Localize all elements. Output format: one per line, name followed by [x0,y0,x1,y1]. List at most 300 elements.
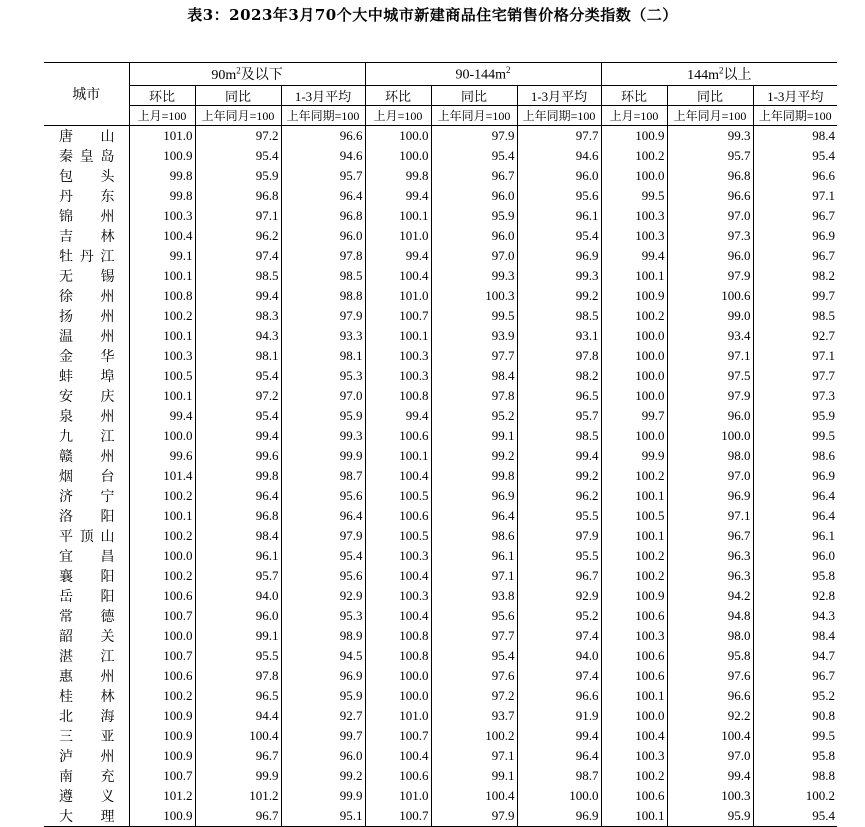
index-cell: 100.6 [365,766,431,786]
index-cell: 100.9 [601,286,667,306]
index-cell: 100.3 [365,546,431,566]
index-cell: 96.4 [431,506,517,526]
index-cell: 98.8 [281,286,365,306]
index-cell: 100.7 [365,806,431,827]
group-header-medium: $90-144m^2$ [365,63,601,86]
index-cell: 97.2 [195,126,281,147]
index-cell: 99.5 [431,306,517,326]
table-row [44,526,837,546]
index-cell: 100.2 [601,146,667,166]
index-cell: 96.2 [195,226,281,246]
city-name: 牡丹江 [59,250,115,265]
index-cell: 99.9 [281,786,365,806]
index-cell: 95.9 [195,166,281,186]
index-cell: 99.8 [431,466,517,486]
index-cell: 96.7 [753,206,837,226]
index-cell: 100.1 [601,526,667,546]
index-cell: 99.4 [365,246,431,266]
index-cell: 96.9 [517,806,601,827]
index-cell: 94.5 [281,646,365,666]
index-cell: 100.6 [667,286,753,306]
index-cell: 97.2 [431,686,517,706]
table-row [44,306,837,326]
index-cell: 94.0 [195,586,281,606]
index-cell: 95.5 [195,646,281,666]
index-cell: 98.7 [517,766,601,786]
city-name: 无锡 [59,270,115,285]
city-column-header: 城市 [44,63,129,126]
index-cell: 99.4 [365,186,431,206]
index-cell: 100.3 [129,206,195,226]
index-cell: 100.9 [129,806,195,827]
index-cell: 96.7 [667,526,753,546]
index-cell: 100.3 [365,366,431,386]
index-cell: 94.7 [753,646,837,666]
index-cell: 100.2 [601,566,667,586]
index-cell: 100.0 [129,626,195,646]
city-name: 唐山 [59,130,115,145]
index-cell: 99.3 [281,426,365,446]
index-cell: 100.1 [601,486,667,506]
sub-header: 同比 [431,86,517,106]
table-row [44,726,837,746]
index-cell: 99.4 [129,406,195,426]
index-cell: 99.6 [129,446,195,466]
index-cell: 98.6 [431,526,517,546]
index-cell: 99.8 [365,166,431,186]
index-cell: 98.5 [517,306,601,326]
city-name: 北海 [59,710,115,725]
index-cell: 99.5 [753,426,837,446]
index-cell: 96.1 [195,546,281,566]
index-cell: 100.6 [601,646,667,666]
index-cell: 100.1 [365,326,431,346]
base-header: 上年同月=100 [431,106,517,126]
index-cell: 96.8 [281,206,365,226]
table-row [44,246,837,266]
table-row [44,706,837,726]
table-row [44,746,837,766]
index-cell: 96.6 [753,166,837,186]
city-name: 蚌埠 [59,370,115,385]
index-cell: 99.1 [431,766,517,786]
base-header: 上年同月=100 [195,106,281,126]
index-cell: 95.2 [753,686,837,706]
index-cell: 100.9 [129,706,195,726]
index-cell: 95.2 [517,606,601,626]
index-cell: 92.7 [281,706,365,726]
index-cell: 99.0 [667,306,753,326]
index-cell: 97.4 [195,246,281,266]
index-cell: 100.3 [601,206,667,226]
index-cell: 97.9 [281,526,365,546]
city-name: 大理 [59,810,115,825]
index-cell: 96.0 [667,246,753,266]
index-cell: 94.0 [517,646,601,666]
index-cell: 97.0 [281,386,365,406]
index-cell: 97.1 [667,506,753,526]
index-cell: 96.4 [281,506,365,526]
sub-header: 同比 [195,86,281,106]
index-cell: 97.9 [431,126,517,147]
sub-header: 1-3月平均 [517,86,601,106]
index-cell: 96.8 [667,166,753,186]
index-cell: 98.4 [195,526,281,546]
index-cell: 96.0 [281,746,365,766]
index-cell: 97.5 [667,366,753,386]
index-cell: 96.0 [281,226,365,246]
index-cell: 100.7 [129,766,195,786]
table-row [44,206,837,226]
index-cell: 100.2 [601,546,667,566]
index-cell: 92.2 [667,706,753,726]
index-cell: 100.0 [129,426,195,446]
index-cell: 97.4 [517,666,601,686]
index-cell: 96.7 [753,666,837,686]
table-row [44,386,837,406]
index-cell: 99.7 [281,726,365,746]
table-title: 表3：2023年3月70个大中城市新建商品住宅销售价格分类指数（二） [187,6,678,24]
city-name: 遵义 [59,790,115,805]
index-cell: 97.8 [517,346,601,366]
index-cell: 95.2 [431,406,517,426]
index-cell: 95.4 [753,146,837,166]
index-cell: 93.7 [431,706,517,726]
index-cell: 96.4 [753,506,837,526]
index-cell: 99.4 [517,446,601,466]
sub-header: 1-3月平均 [753,86,837,106]
index-cell: 99.1 [129,246,195,266]
city-name: 金华 [59,350,115,365]
index-cell: 100.7 [129,646,195,666]
index-cell: 101.0 [365,286,431,306]
index-cell: 95.6 [431,606,517,626]
index-cell: 95.8 [753,566,837,586]
index-cell: 98.5 [281,266,365,286]
index-cell: 98.5 [195,266,281,286]
index-cell: 100.6 [601,786,667,806]
index-cell: 95.3 [281,366,365,386]
index-cell: 97.8 [281,246,365,266]
index-cell: 99.4 [195,426,281,446]
index-cell: 97.1 [667,346,753,366]
index-cell: 99.4 [601,246,667,266]
index-cell: 95.5 [517,546,601,566]
index-cell: 97.0 [667,206,753,226]
table-row [44,226,837,246]
table-row [44,266,837,286]
index-cell: 97.1 [753,186,837,206]
index-cell: 100.3 [129,346,195,366]
index-cell: 97.7 [753,366,837,386]
index-cell: 100.3 [601,746,667,766]
index-cell: 99.2 [517,466,601,486]
table-row [44,466,837,486]
index-cell: 100.7 [365,726,431,746]
index-cell: 100.5 [129,366,195,386]
base-header: 上年同期=100 [753,106,837,126]
index-cell: 98.0 [667,626,753,646]
index-cell: 99.2 [431,446,517,466]
index-cell: 100.4 [195,726,281,746]
index-cell: 96.0 [195,606,281,626]
city-name: 吉林 [59,230,115,245]
index-cell: 96.9 [431,486,517,506]
index-cell: 100.1 [601,806,667,827]
index-cell: 99.1 [195,626,281,646]
table-row [44,186,837,206]
city-name: 扬州 [59,310,115,325]
index-cell: 96.5 [517,386,601,406]
index-cell: 97.3 [753,386,837,406]
index-cell: 99.4 [195,286,281,306]
index-cell: 96.0 [431,226,517,246]
index-cell: 100.0 [365,146,431,166]
index-cell: 96.9 [753,226,837,246]
index-cell: 96.7 [195,746,281,766]
index-cell: 100.1 [601,686,667,706]
table-row [44,606,837,626]
index-cell: 97.9 [431,806,517,827]
index-cell: 100.2 [431,726,517,746]
index-cell: 100.0 [601,386,667,406]
index-cell: 97.0 [667,466,753,486]
index-cell: 98.1 [195,346,281,366]
index-cell: 96.7 [517,566,601,586]
index-cell: 94.3 [753,606,837,626]
index-cell: 100.0 [365,666,431,686]
index-cell: 96.6 [517,686,601,706]
city-name: 常德 [59,610,115,625]
index-cell: 98.6 [753,446,837,466]
index-cell: 100.0 [601,346,667,366]
index-cell: 99.8 [195,466,281,486]
index-cell: 98.4 [753,126,837,147]
index-cell: 97.1 [753,346,837,366]
index-cell: 96.8 [195,506,281,526]
index-cell: 100.9 [129,746,195,766]
base-header: 上月=100 [365,106,431,126]
index-cell: 100.9 [601,126,667,147]
city-name: 九江 [59,430,115,445]
index-cell: 95.7 [281,166,365,186]
index-cell: 98.2 [753,266,837,286]
index-cell: 95.6 [517,186,601,206]
city-name: 桂林 [59,690,115,705]
index-cell: 100.6 [601,606,667,626]
index-cell: 95.6 [281,566,365,586]
table-row [44,286,837,306]
index-cell: 100.3 [431,286,517,306]
index-cell: 96.4 [517,746,601,766]
index-cell: 96.1 [517,206,601,226]
index-cell: 96.9 [667,486,753,506]
index-cell: 100.5 [601,506,667,526]
index-cell: 97.8 [431,386,517,406]
index-cell: 95.4 [281,546,365,566]
group-header-small: $90m^2$及以下 [129,63,365,86]
group-header-large: $144m^2$以上 [601,63,837,86]
index-cell: 98.3 [195,306,281,326]
index-cell: 96.9 [753,466,837,486]
index-cell: 100.6 [129,586,195,606]
index-cell: 98.5 [517,426,601,446]
index-cell: 92.8 [753,586,837,606]
index-cell: 100.5 [365,526,431,546]
index-cell: 99.2 [281,766,365,786]
index-cell: 95.7 [517,406,601,426]
index-cell: 100.2 [129,306,195,326]
index-cell: 99.8 [129,186,195,206]
index-cell: 95.9 [753,406,837,426]
index-cell: 93.8 [431,586,517,606]
index-cell: 100.0 [601,166,667,186]
index-cell: 100.0 [601,366,667,386]
base-header: 上年同期=100 [517,106,601,126]
index-cell: 100.1 [129,326,195,346]
index-cell: 96.0 [667,406,753,426]
table-row [44,426,837,446]
index-cell: 96.8 [195,186,281,206]
index-cell: 100.3 [365,346,431,366]
index-cell: 100.2 [129,686,195,706]
index-cell: 100.1 [129,506,195,526]
index-cell: 97.9 [667,266,753,286]
table-row [44,406,837,426]
index-cell: 97.9 [281,306,365,326]
index-cell: 96.7 [753,246,837,266]
index-cell: 96.4 [195,486,281,506]
index-cell: 99.6 [195,446,281,466]
index-cell: 96.6 [667,686,753,706]
index-cell: 92.7 [753,326,837,346]
table-row [44,566,837,586]
index-cell: 100.4 [365,746,431,766]
index-cell: 96.4 [281,186,365,206]
index-cell: 100.1 [365,206,431,226]
index-cell: 100.4 [365,606,431,626]
index-cell: 96.4 [753,486,837,506]
index-cell: 100.4 [667,726,753,746]
city-name: 赣州 [59,450,115,465]
index-cell: 94.6 [517,146,601,166]
base-header: 上年同月=100 [667,106,753,126]
index-cell: 95.1 [281,806,365,827]
index-cell: 98.8 [753,766,837,786]
index-cell: 97.0 [667,746,753,766]
index-cell: 94.4 [195,706,281,726]
table-row [44,486,837,506]
index-cell: 96.0 [431,186,517,206]
index-cell: 99.9 [195,766,281,786]
table-row [44,366,837,386]
index-cell: 98.1 [281,346,365,366]
city-name: 惠州 [59,670,115,685]
index-cell: 95.4 [431,146,517,166]
index-cell: 95.4 [753,806,837,827]
index-cell: 95.4 [195,146,281,166]
index-cell: 100.2 [129,526,195,546]
index-cell: 100.2 [753,786,837,806]
table-row [44,346,837,366]
index-cell: 100.2 [601,466,667,486]
city-name: 洛阳 [59,510,115,525]
base-header: 上月=100 [601,106,667,126]
table-row [44,686,837,706]
index-cell: 100.4 [601,726,667,746]
index-cell: 98.0 [667,446,753,466]
index-cell: 100.0 [517,786,601,806]
index-cell: 100.0 [667,426,753,446]
index-cell: 95.4 [195,406,281,426]
index-cell: 99.4 [365,406,431,426]
index-cell: 99.3 [517,266,601,286]
index-cell: 96.7 [431,166,517,186]
index-cell: 99.7 [601,406,667,426]
index-cell: 97.1 [431,566,517,586]
index-cell: 96.2 [517,486,601,506]
index-cell: 99.9 [281,446,365,466]
index-cell: 100.5 [365,486,431,506]
index-cell: 101.2 [195,786,281,806]
city-name: 安庆 [59,390,115,405]
table-row [44,446,837,466]
index-cell: 100.6 [365,506,431,526]
index-cell: 100.2 [129,486,195,506]
index-cell: 99.8 [129,166,195,186]
table-row [44,666,837,686]
city-name: 宜昌 [59,550,115,565]
index-cell: 96.5 [195,686,281,706]
index-cell: 98.4 [753,626,837,646]
index-cell: 93.3 [281,326,365,346]
table-row [44,146,837,166]
city-name: 韶关 [59,630,115,645]
index-cell: 100.3 [601,226,667,246]
index-cell: 95.9 [667,806,753,827]
index-cell: 100.8 [365,626,431,646]
index-cell: 100.3 [601,626,667,646]
index-cell: 100.8 [365,646,431,666]
index-cell: 97.6 [667,666,753,686]
index-cell: 99.1 [431,426,517,446]
city-name: 济宁 [59,490,115,505]
index-cell: 96.9 [517,246,601,266]
index-cell: 97.2 [195,386,281,406]
index-cell: 92.9 [281,586,365,606]
index-cell: 97.1 [431,746,517,766]
index-cell: 100.9 [129,146,195,166]
index-cell: 100.1 [129,266,195,286]
index-cell: 100.7 [129,606,195,626]
index-cell: 100.4 [431,786,517,806]
index-cell: 100.8 [129,286,195,306]
index-cell: 95.4 [431,646,517,666]
index-cell: 100.7 [365,306,431,326]
index-cell: 96.0 [517,166,601,186]
index-cell: 99.9 [601,446,667,466]
index-cell: 95.7 [195,566,281,586]
index-cell: 97.1 [195,206,281,226]
index-cell: 100.4 [365,566,431,586]
city-name: 泸州 [59,750,115,765]
index-cell: 92.9 [517,586,601,606]
index-cell: 96.6 [281,126,365,147]
index-cell: 100.4 [365,466,431,486]
city-name: 湛江 [59,650,115,665]
city-name: 南充 [59,770,115,785]
index-cell: 100.9 [601,586,667,606]
